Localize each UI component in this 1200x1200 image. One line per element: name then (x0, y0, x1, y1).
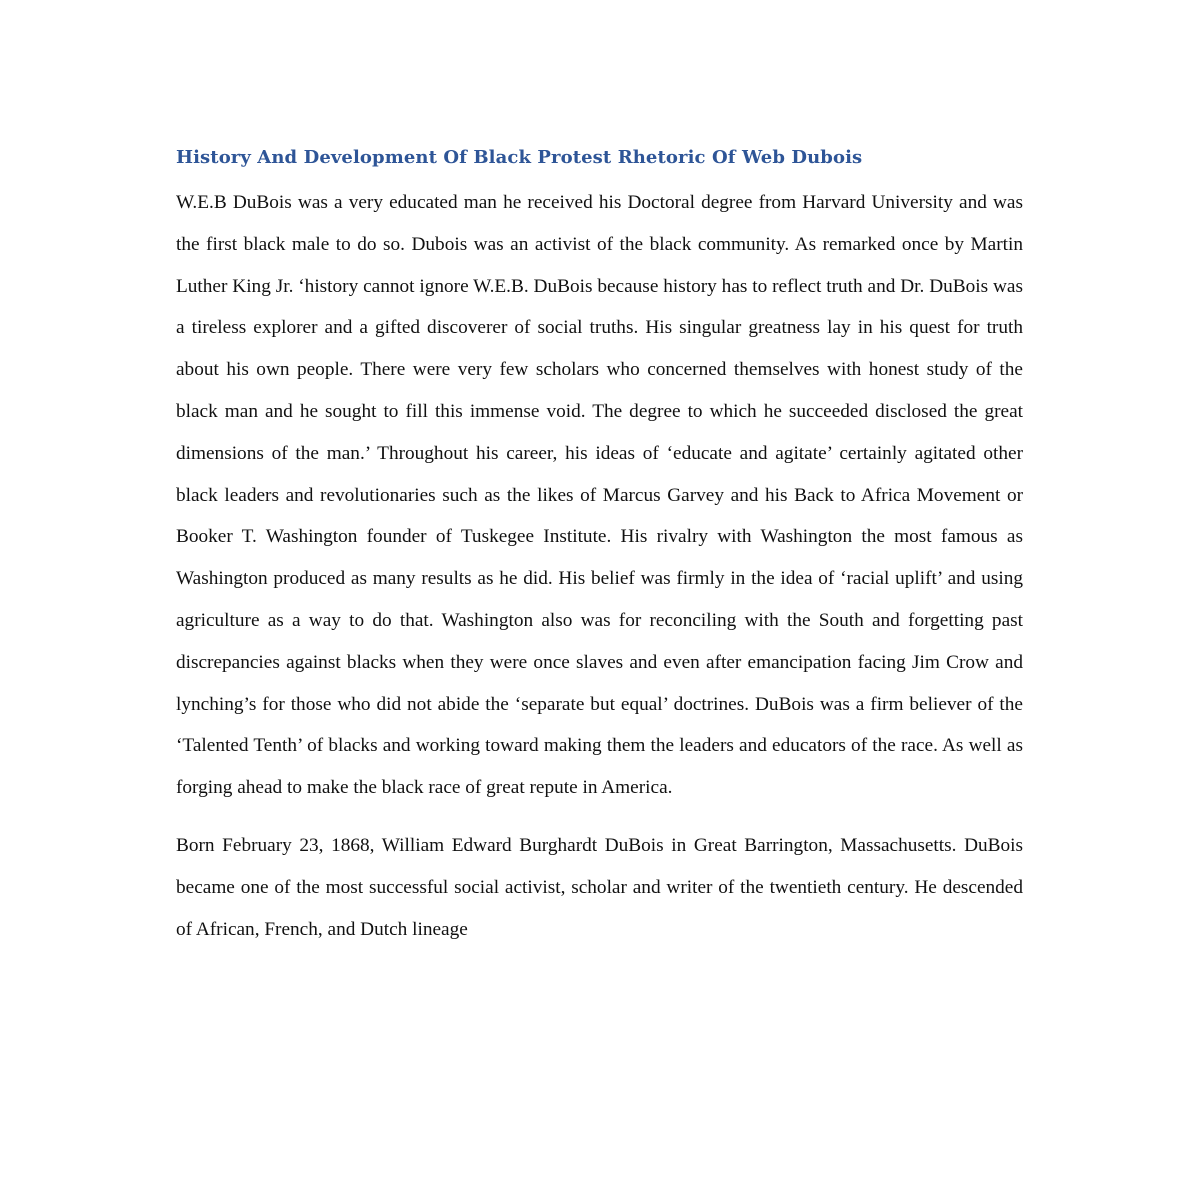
body-paragraph: W.E.B DuBois was a very educated man he received his Doctoral degree from Harvard University and was the first black male to do so. Dubois was an activist of the black community. As remarked once by Martin Luther King Jr. ‘history cannot ignore W.E.B. DuBois because history has to reflect truth and Dr. DuBois was a tireless explorer and a gifted discoverer of social truths. His singular greatness lay in his quest for truth about his own people. There were very few scholars who concerned themselves with honest study of the black man and he sought to fill this immense void. The degree to which he succeeded disclosed the great dimensions of the man.’ Throughout his career, his ideas of ‘educate and agitate’ certainly agitated other black leaders and revolutionaries such as the likes of Marcus Garvey and his Back to Africa Movement or Booker T. Washington founder of Tuskegee Institute. His rivalry with Washington the most famous as Washington produced as many results as he did. His belief was firmly in the idea of ‘racial uplift’ and using agriculture as a way to do that. Washington also was for reconciling with the South and forgetting past discrepancies against blacks when they were once slaves and even after emancipation facing Jim Crow and lynching’s for those who did not abide the ‘separate but equal’ doctrines. DuBois was a firm believer of the ‘Talented Tenth’ of blacks and working toward making them the leaders and educators of the race. As well as forging ahead to make the black race of great repute in America. (176, 192, 1023, 799)
document-page (176, 143, 1023, 950)
body-paragraph: Born February 23, 1868, William Edward Burghardt DuBois in Great Barrington, Massachusetts. DuBois became one of the most successful social activist, scholar and writer of the twentieth century. He descended of African, French, and Dutch lineage (176, 834, 1023, 940)
document-title: History And Development Of Black Protest Rhetoric Of Web Dubois (176, 147, 863, 168)
